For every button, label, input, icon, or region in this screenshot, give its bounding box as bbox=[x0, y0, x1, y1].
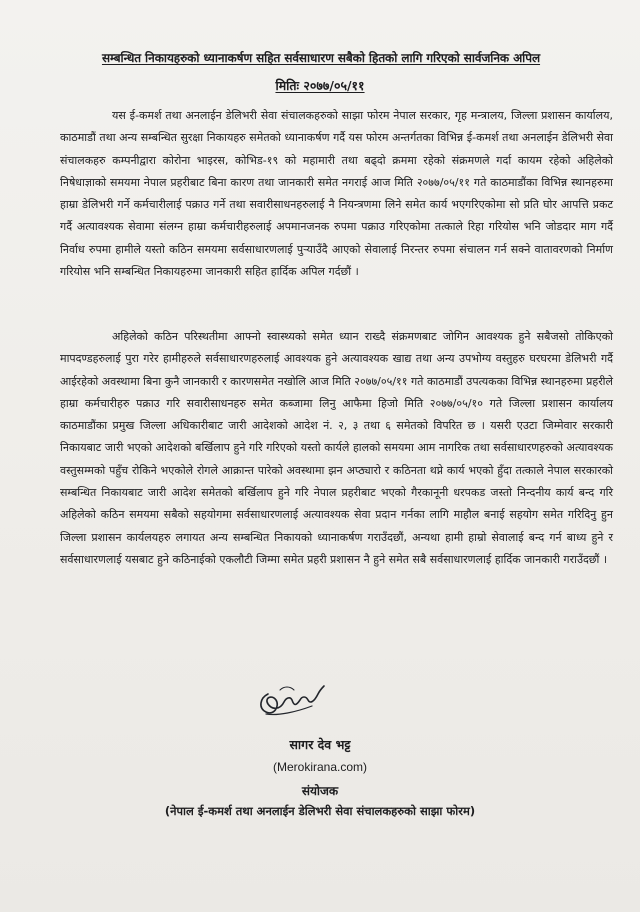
document-title: सम्बन्धित निकायहरुको ध्यानाकर्षण सहित सर्वसाधारण सबैको हितको लागि गरिएको सार्वजनिक अपिल bbox=[101, 51, 541, 65]
body-paragraph-2: अहिलेको कठिन परिस्थतीमा आफ्नो स्वास्थ्यको समेत ध्यान राख्दै संक्रमणबाट जोगिन आवश्यक हुने सबैजसो तोकिएको मापदण्डहरुलाई पुरा गरेर हामीहरुले सर्वसाधारणहरुलाई आवश्यक हुने अत्यावश्यक खाद्य तथा अन्य उपभोग्य वस्तुहरु घरघरमा डेलिभरी गर्दै आईरहेको अवस्थामा बिना कुनै जानकारी र कारणसमेत नखोलि आज मिति २०७७/०५/११ गते काठमाडौं उपत्यकका विभिन्न स्थानहरुमा प्रहरीले हाम्रा कर्मचारीहरु पक्राउ गरि सवारीसाधनहरु समेत कब्जामा लिनु आफैमा हिजो मिति २०७७/०५/१० गते जिल्ला प्रशासन कार्यालय काठमाडौंका प्रमुख जिल्ला अधिकारीबाट जारी आदेशको आदेश नं. २, ३ तथा ६ समेतको विपरित छ । यसरी एउटा जिम्मेवार सरकारी निकायबाट जारी भएको आदेशको बर्खिलाप हुने गरि गरिएको यस्तो कार्यले हालको समयमा आम नागरिक तथा सर्वसाधारणहरुको अत्यावश्यक वस्तुसम्मको पहुँच रोकिने भएकोले रोगले आक्रान्त पारेको अवस्थामा झन अप्ठ्यारो र कठिनता थप्ने कार्य भएको हुँदा तत्काले नेपाल सरकारको सम्बन्धित निकायबाट जारी आदेश समेतको बर्खिलाप हुने गरि नेपाल प्रहरीबाट भएको गैरकानूनी धरपकड जस्तो निन्दनीय कार्य बन्द गरि अहिलेको कठिन समयमा सबैको सहयोगमा सर्वसाधारणलाई अत्यावश्यक सेवा प्रदान गर्नका लागि माहौल बनाई सहयोग समेत गरिदिनु हुन जिल्ला प्रशासन कार्यलयहरु लगायत अन्य सम्बन्धित निकायको ध्यानाकर्षण गराउँदछौं, अन्यथा हामी हाम्रो सेवालाई बन्द गर्न बाध्य हुने र सर्वसाधारणलाई यसबाट हुने कठिनाईको एकलौटी जिम्मा समेत प्रहरी प्रशासन नै हुने समेत सबै सर्वसाधारणलाई हार्दिक जानकारी गराउँदछौं । bbox=[60, 330, 613, 566]
signatory-organization: (नेपाल ई-कमर्श तथा अनलाईन डेलिभरी सेवा संचालकहरुको साझा फोरम) bbox=[164, 804, 476, 818]
document-date: मितिः २०७७/०५/११ bbox=[275, 78, 365, 93]
signatory-role: संयोजक bbox=[301, 784, 339, 798]
signatory-website: (Merokirana.com) bbox=[272, 760, 368, 774]
handwritten-signature bbox=[250, 676, 330, 720]
signatory-name: सागर देव भट्ट bbox=[289, 737, 351, 752]
body-paragraph-1: यस ई-कमर्श तथा अनलाईन डेलिभरी सेवा संचालकहरुको साझा फोरम नेपाल सरकार, गृह मन्त्रालय, जिल्ला प्रशासन कार्यालय, काठमाडौं तथा अन्य सम्बन्धित सुरक्षा निकायहरु समेतको ध्यानाकर्षण गर्दै यस फोरम अन्तर्गतका विभिन्न ई-कमर्श तथा अनलाईन डेलिभरी सेवा संचालकहरु कम्पनीद्वारा कोरोना भाइरस, कोभिड-१९ को महामारी तथा बढ्दो क्रममा रहेको संक्रमणले गर्दा कायम रहेको अहिलेको निषेधाज्ञाको समयमा नेपाल प्रहरीबाट बिना कारण तथा जानकारी समेत नगराई आज मिति २०७७/०५/११ गते काठमाडौंका विभिन्न स्थानहरुमा हाम्रा डेलिभरी गर्ने कर्मचारीलाई पक्राउ गर्ने तथा सवारीसाधनहरुलाई नै नियन्त्रणमा लिने समेत कार्य भएगरिएकोमा सो प्रति घोर आपत्ति प्रकट गर्दै अत्यावश्यक सेवामा संलग्न हाम्रा कर्मचारीहरुलाई अपमानजनक रुपमा पक्राउ गरिएकोमा तत्काले रिहा गरियोस भनि जोडदार माग गर्दै निर्वाध रुपमा हामीले यस्तो कठिन समयमा सर्वसाधारणलाई पुऱ्याउँदै आएको सेवालाई निरन्तर रुपमा संचालन गर्न सक्ने वातावरणको निर्माण गरियोस भनि सम्बन्धित निकायहरुमा जानकारी सहित हार्दिक अपिल गर्दछौं । bbox=[60, 109, 613, 279]
